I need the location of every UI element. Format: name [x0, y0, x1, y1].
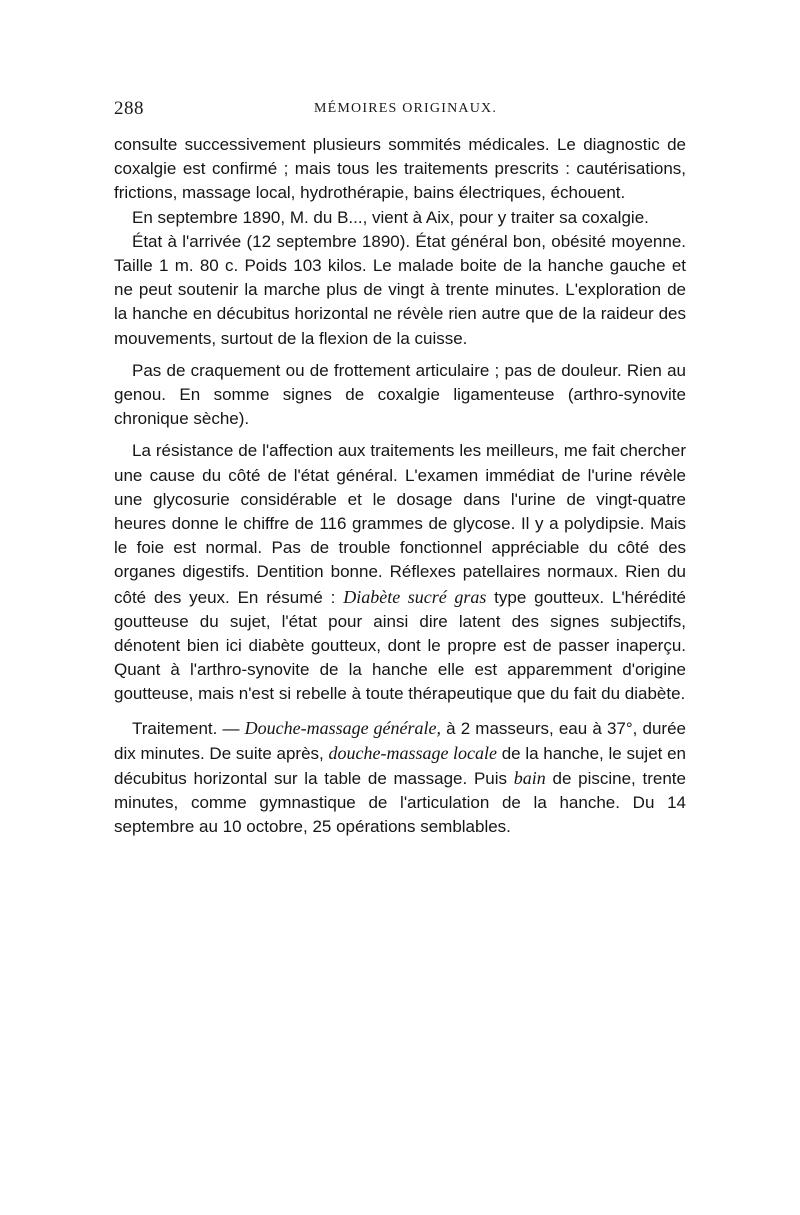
italic-term: douche-massage locale [328, 742, 497, 763]
paragraph-text: de la hanche, le sujet en décubitus horizontal sur la table de massage. Puis [114, 743, 687, 789]
paragraph-text: type goutteux. L'hérédité goutteuse du sujet, l'état pour ainsi dire latent des signes subjectifs, dénotent bien ici diabète goutteux, dont le propre est de passer inaperçu. Quant à l'arthro-synovite de la hanche elle est apparemment d'origine goutteuse, mais n'est si rebelle à toute thérapeutique que du fait du diabète. [114, 587, 687, 704]
italic-term: Douche-massage générale, [244, 717, 441, 738]
paragraph-traitement [114, 716, 686, 840]
body-text [114, 133, 686, 840]
paragraph-text: Traitement. — [132, 718, 245, 738]
paragraph-diagnostic-diabete [114, 439, 686, 706]
paragraph-text: à 2 masseurs, eau à 37°, durée dix minutes. De suite après, [114, 718, 686, 763]
paragraph-text: de piscine, trente minutes, comme gymnastique de l'articulation de la hanche. Du 14 septembre au 10 octobre, 25 opérations semblables. [114, 769, 686, 837]
italic-term: bain [513, 768, 546, 789]
paragraph-examen-articulaire: Pas de craquement ou de frottement articulaire ; pas de douleur. Rien au genou. En somme signes de coxalgie ligamenteuse (arthro-synovite chronique sèche). [114, 360, 686, 429]
page-number: 288 [114, 98, 144, 119]
paragraph-arrival-aix: En septembre 1890, M. du B..., vient à Aix, pour y traiter sa coxalgie. [132, 207, 649, 227]
running-title: MÉMOIRES ORIGINAUX. [314, 101, 498, 116]
paragraph-text: La résistance de l'affection aux traitements les meilleurs, me fait chercher une cause du côté de l'état général. L'examen immédiat de l'urine révèle une glycosurie considérable et le dosage dans l'urine de vingt-quatre heures donne le chiffre de 116 grammes de glycose. Il y a polydipsie. Mais le foie est normal. Pas de trouble fonctionnel appréciable du côté des organes digestifs. Dentition bonne. Réflexes patellaires normaux. Rien du côté des yeux. En résumé : [114, 441, 686, 607]
page-header [114, 98, 686, 120]
paragraph-continuation: consulte successivement plusieurs sommités médicales. Le diagnostic de coxalgie est confirmé ; mais tous les traitements prescrits : cautérisations, frictions, massage local, hydrothérapie, bains électriques, échouent. [114, 135, 686, 203]
italic-term: Diabète sucré gras [343, 586, 487, 607]
paragraph-etat-arrivee: État à l'arrivée (12 septembre 1890). État général bon, obésité moyenne. Taille 1 m. 80 c. Poids 103 kilos. Le malade boite de la hanche gauche et ne peut soutenir la marche plus de vingt à trente minutes. L'exploration de la hanche en décubitus horizontal ne révèle rien autre que de la raideur des mouvements, surtout de la flexion de la cuisse. [114, 231, 686, 348]
